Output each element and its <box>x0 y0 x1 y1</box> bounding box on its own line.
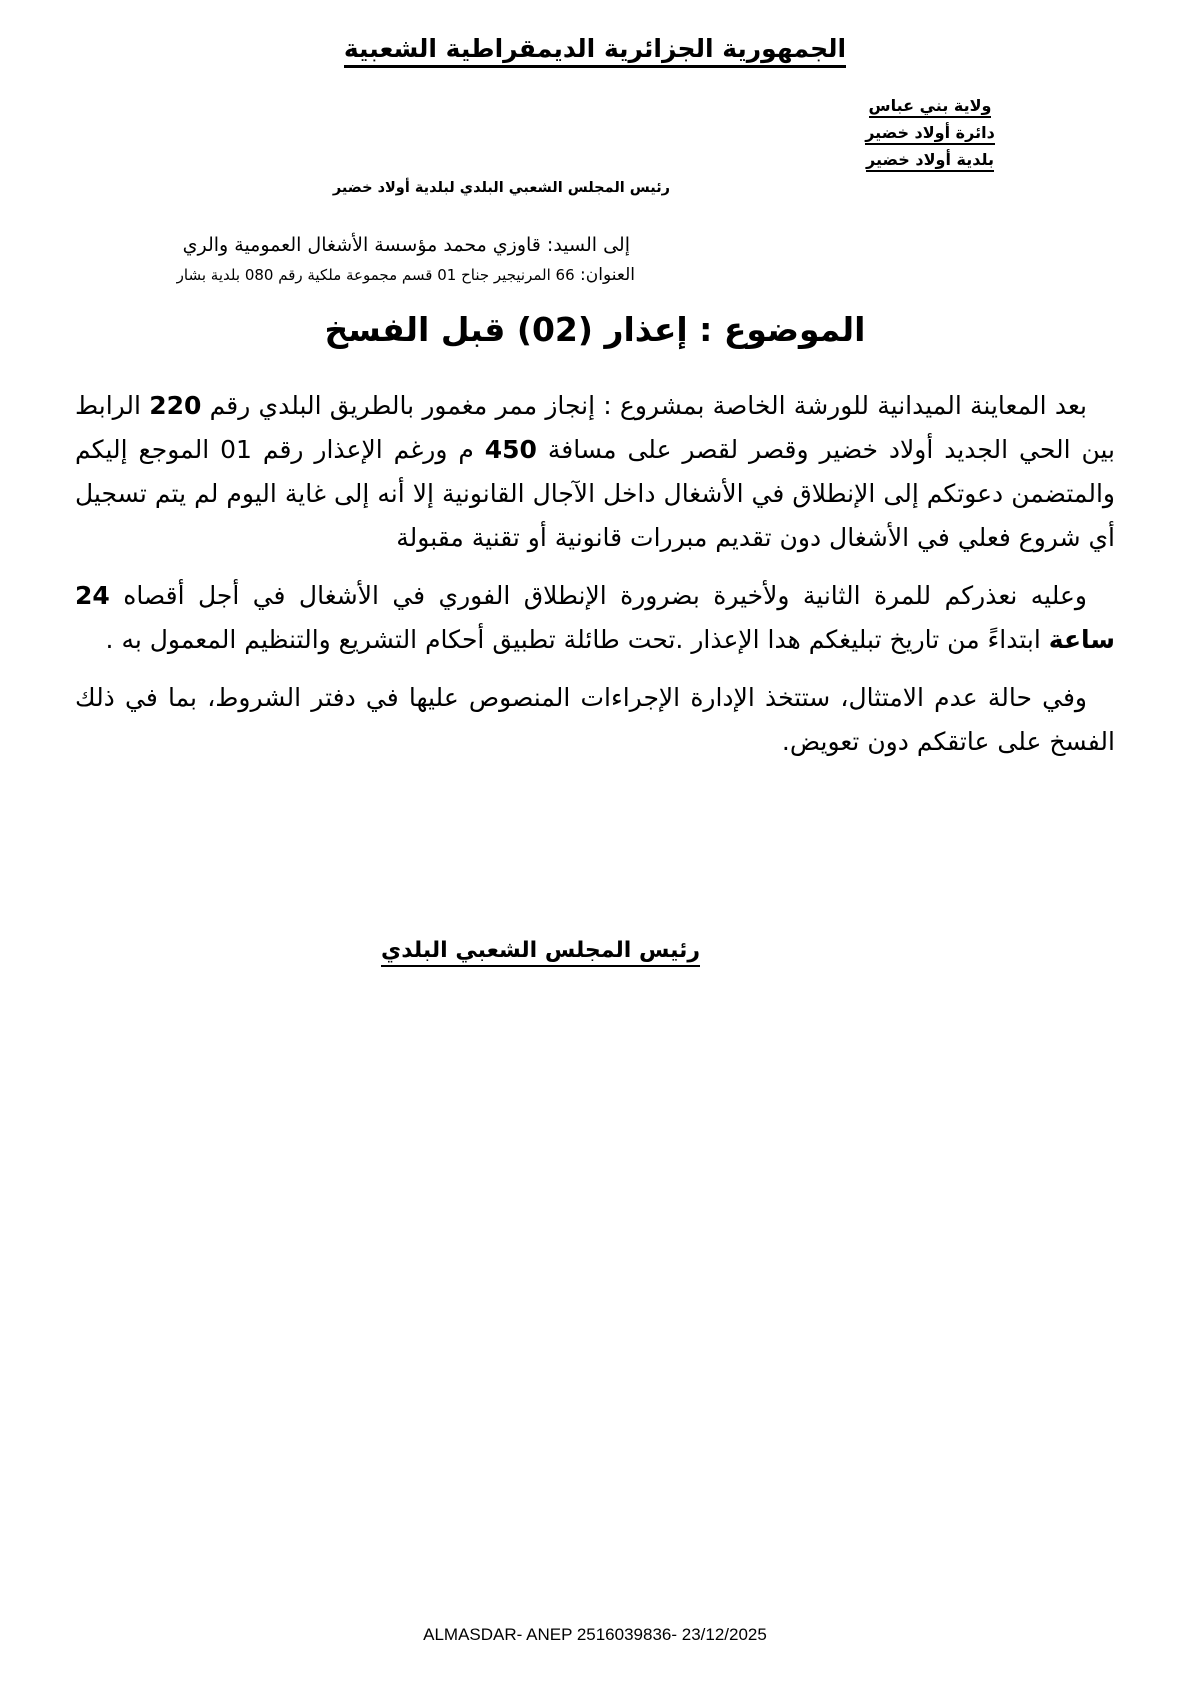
recipient-line: إلى السيد: قاوزي محمد مؤسسة الأشغال العمومية والري <box>182 234 630 256</box>
page-footer: ALMASDAR- ANEP 2516039836- 23/12/2025 <box>423 1625 767 1644</box>
body-paragraph-1 <box>75 384 1115 560</box>
p2-segment-b: ابتداءً من تاريخ تبليغكم هدا الإعذار .تحت طائلة تطبيق أحكام التشريع والتنظيم المعمول به . <box>105 625 1049 654</box>
p1-segment-c: م ورغم الإعذار رقم 01 الموجع إليكم والمتضمن دعوتكم إلى الإنطلاق في الأشغال داخل الآجال القانونية إلا أنه إلى غاية اليوم لم يتم تسجيل أي شروع فعلي في الأشغال دون تقديم مبررات قانونية أو تقنية مقبولة <box>75 435 1115 552</box>
signature-block <box>381 938 700 963</box>
republic-title-text: الجمهورية الجزائرية الديمقراطية الشعبية <box>344 34 846 68</box>
address-label: العنوان: <box>580 265 635 285</box>
council-president-line: رئيس المجلس الشعبي البلدي لبلدية أولاد خضير <box>332 180 670 196</box>
p1-road-number: 220 <box>149 391 202 420</box>
administrative-header-block <box>780 92 1080 173</box>
daira-text: دائرة أولاد خضير <box>865 123 995 145</box>
recipient-address-line <box>177 265 635 285</box>
daira-line <box>780 119 1080 146</box>
p2-segment-a: وعليه نعذركم للمرة الثانية ولأخيرة بضرورة الإنطلاق الفوري في الأشغال في أجل أقصاه <box>109 581 1087 610</box>
p1-distance-number: 450 <box>484 435 537 464</box>
subject-title: الموضوع : إعذار (02) قبل الفسخ <box>324 310 866 349</box>
address-value: 66 المرنيجير جناح 01 قسم مجموعة ملكية رقم 080 بلدية بشار <box>176 266 575 284</box>
body-paragraph-3 <box>75 676 1115 764</box>
p3-text: وفي حالة عدم الامتثال، ستتخذ الإدارة الإجراءات المنصوص عليها في دفتر الشروط، بما في ذلك الفسخ على عاتقكم دون تعويض. <box>75 683 1115 756</box>
body-paragraph-2 <box>75 574 1115 662</box>
baladiya-line <box>780 146 1080 173</box>
baladiya-text: بلدية أولاد خضير <box>866 150 994 172</box>
wilaya-line <box>780 92 1080 119</box>
p1-segment-a: بعد المعاينة الميدانية للورشة الخاصة بمشروع : إنجاز ممر مغمور بالطريق البلدي رقم <box>201 391 1087 420</box>
p2-deadline-value: 24 ساعة <box>75 581 1115 654</box>
republic-title <box>0 34 1190 63</box>
signature-text: رئيس المجلس الشعبي البلدي <box>381 938 700 967</box>
wilaya-text: ولاية بني عباس <box>869 96 992 118</box>
document-body <box>75 384 1115 764</box>
p1-segment-b: الرابط بين الحي الجديد أولاد خضير وقصر لقصر على مسافة <box>75 391 1116 464</box>
